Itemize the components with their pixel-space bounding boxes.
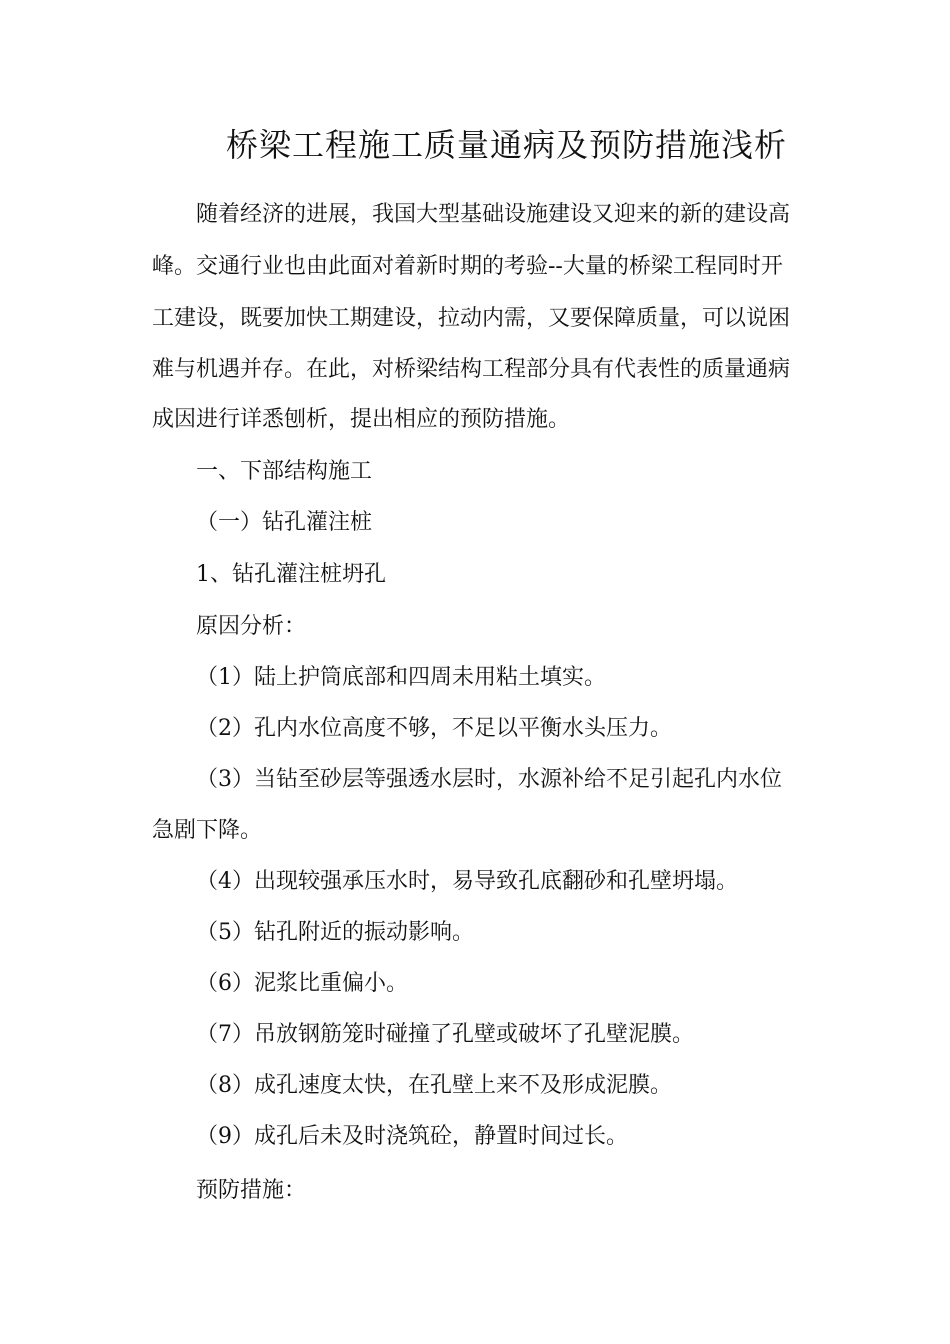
prevention-label: 预防措施： <box>196 1178 307 1203</box>
cause-item: （3）当钻至砂层等强透水层时，水源补给不足引起孔内水位 <box>196 767 782 792</box>
cause-item: （6）泥浆比重偏小。 <box>196 971 408 996</box>
cause-item: （5）钻孔附近的振动影响。 <box>196 920 474 945</box>
document-title: 桥梁工程施工质量通病及预防措施浅析 <box>226 126 788 164</box>
cause-item: （4）出现较强承压水时，易导致孔底翻砂和孔壁坍塌。 <box>196 869 738 894</box>
paragraph-line: 峰。交通行业也由此面对着新时期的考验--大量的桥梁工程同时开 <box>152 254 783 279</box>
cause-item: （9）成孔后未及时浇筑砼，静置时间过长。 <box>196 1124 628 1149</box>
cause-item: （7）吊放钢筋笼时碰撞了孔壁或破坏了孔壁泥膜。 <box>196 1022 694 1047</box>
paragraph-line: 难与机遇并存。在此，对桥梁结构工程部分具有代表性的质量通病 <box>152 357 791 382</box>
item-heading: 1、钻孔灌注桩坍孔 <box>196 562 386 587</box>
paragraph-line: 成因进行详悉刨析，提出相应的预防措施。 <box>152 407 571 432</box>
cause-item: （1）陆上护筒底部和四周未用粘土填实。 <box>196 665 606 690</box>
cause-item-continuation: 急剧下降。 <box>152 818 263 843</box>
cause-item: （2）孔内水位高度不够，不足以平衡水头压力。 <box>196 716 672 741</box>
paragraph-line: 工建设，既要加快工期建设，拉动内需，又要保障质量，可以说困 <box>152 306 791 331</box>
paragraph-line: 随着经济的进展，我国大型基础设施建设又迎来的新的建设高 <box>196 202 791 227</box>
cause-analysis-label: 原因分析： <box>196 614 307 639</box>
cause-item: （8）成孔速度太快，在孔壁上来不及形成泥膜。 <box>196 1073 672 1098</box>
subsection-heading: （一）钻孔灌注桩 <box>196 510 373 535</box>
section-heading: 一、下部结构施工 <box>196 459 373 484</box>
